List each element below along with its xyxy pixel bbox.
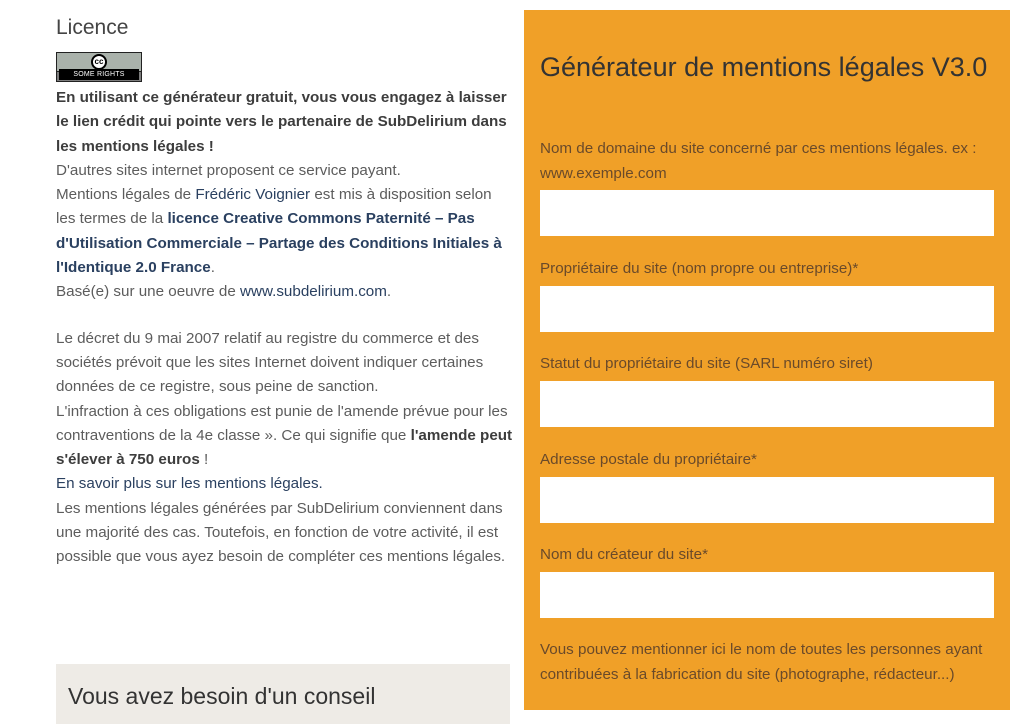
- learn-more-link[interactable]: En savoir plus sur les mentions légales.: [56, 475, 323, 493]
- form-title: Générateur de mentions légales V3.0: [540, 52, 988, 82]
- contributors-label: Vous pouvez mentionner ici le nom de toutes les personnes ayant contribuées à la fabrication du site (photographe, rédacteur...): [540, 641, 983, 683]
- domain-label: Nom de domaine du site concerné par ces mentions légales. ex : www.exemple.com: [540, 140, 977, 182]
- advice-title: Vous avez besoin d'un conseil: [68, 683, 376, 709]
- subdelirium-link[interactable]: www.subdelirium.com: [240, 283, 387, 301]
- creator-input[interactable]: [540, 572, 994, 618]
- creative-commons-badge[interactable]: [56, 52, 142, 89]
- decree-text: Le décret du 9 mai 2007 relatif au registre du commerce et des sociétés prévoit que les sites Internet doivent indiquer certaines données de ce registre, sous peine de sanction.: [56, 329, 484, 396]
- licence-title: Licence: [56, 16, 129, 39]
- licence-section: [56, 14, 514, 570]
- owner-status-input[interactable]: [540, 381, 994, 427]
- generated-text: Les mentions légales générées par SubDelirium conviennent dans une majorité des cas. Toutefois, en fonction de votre activité, il est possible que vous ayez besoin de compléter ces mentions légales.: [56, 499, 506, 566]
- mentions-paragraph: [56, 183, 514, 280]
- postal-address-input[interactable]: [540, 477, 994, 523]
- owner-input[interactable]: [540, 286, 994, 332]
- generator-form: [524, 10, 1010, 710]
- cc-badge-text: SOME RIGHTS RESERVED: [59, 69, 139, 80]
- licence-link[interactable]: licence Creative Commons Paternité – Pas d'Utilisation Commerciale – Partage des Conditions Initiales à l'Identique 2.0 France: [56, 210, 502, 277]
- mentions-prefix: Mentions légales de: [56, 186, 196, 204]
- other-sites-text: D'autres sites internet proposent ce service payant.: [56, 161, 401, 179]
- mentions-end: .: [210, 259, 215, 277]
- postal-address-label: Adresse postale du propriétaire*: [540, 451, 757, 468]
- advice-box: [56, 664, 510, 724]
- owner-status-label: Statut du propriétaire du site (SARL numéro siret): [540, 355, 873, 372]
- fine-amount: l'amende peut s'élever à 750 euros: [56, 426, 513, 469]
- creator-label: Nom du créateur du site*: [540, 546, 708, 563]
- infraction-prefix: L'infraction à ces obligations est punie de l'amende prévue pour les contraventions de la 4e classe ». Ce qui signifie que: [56, 402, 508, 444]
- cc-icon: cc: [91, 54, 107, 70]
- based-on-paragraph: [56, 280, 514, 304]
- based-end: .: [386, 283, 392, 301]
- intro-notice: En utilisant ce générateur gratuit, vous vous engagez à laisser le lien crédit qui pointe vers le partenaire de SubDelirium dans les mentions légales !: [56, 89, 507, 155]
- mentions-mid: est mis à disposition selon les termes de la: [56, 186, 492, 228]
- author-link[interactable]: Frédéric Voignier: [195, 186, 311, 204]
- infraction-end: !: [199, 451, 209, 469]
- owner-label: Propriétaire du site (nom propre ou entreprise)*: [540, 260, 859, 277]
- infraction-paragraph: [56, 400, 514, 473]
- domain-input[interactable]: [540, 190, 994, 236]
- based-prefix: Basé(e) sur une oeuvre de: [56, 283, 241, 301]
